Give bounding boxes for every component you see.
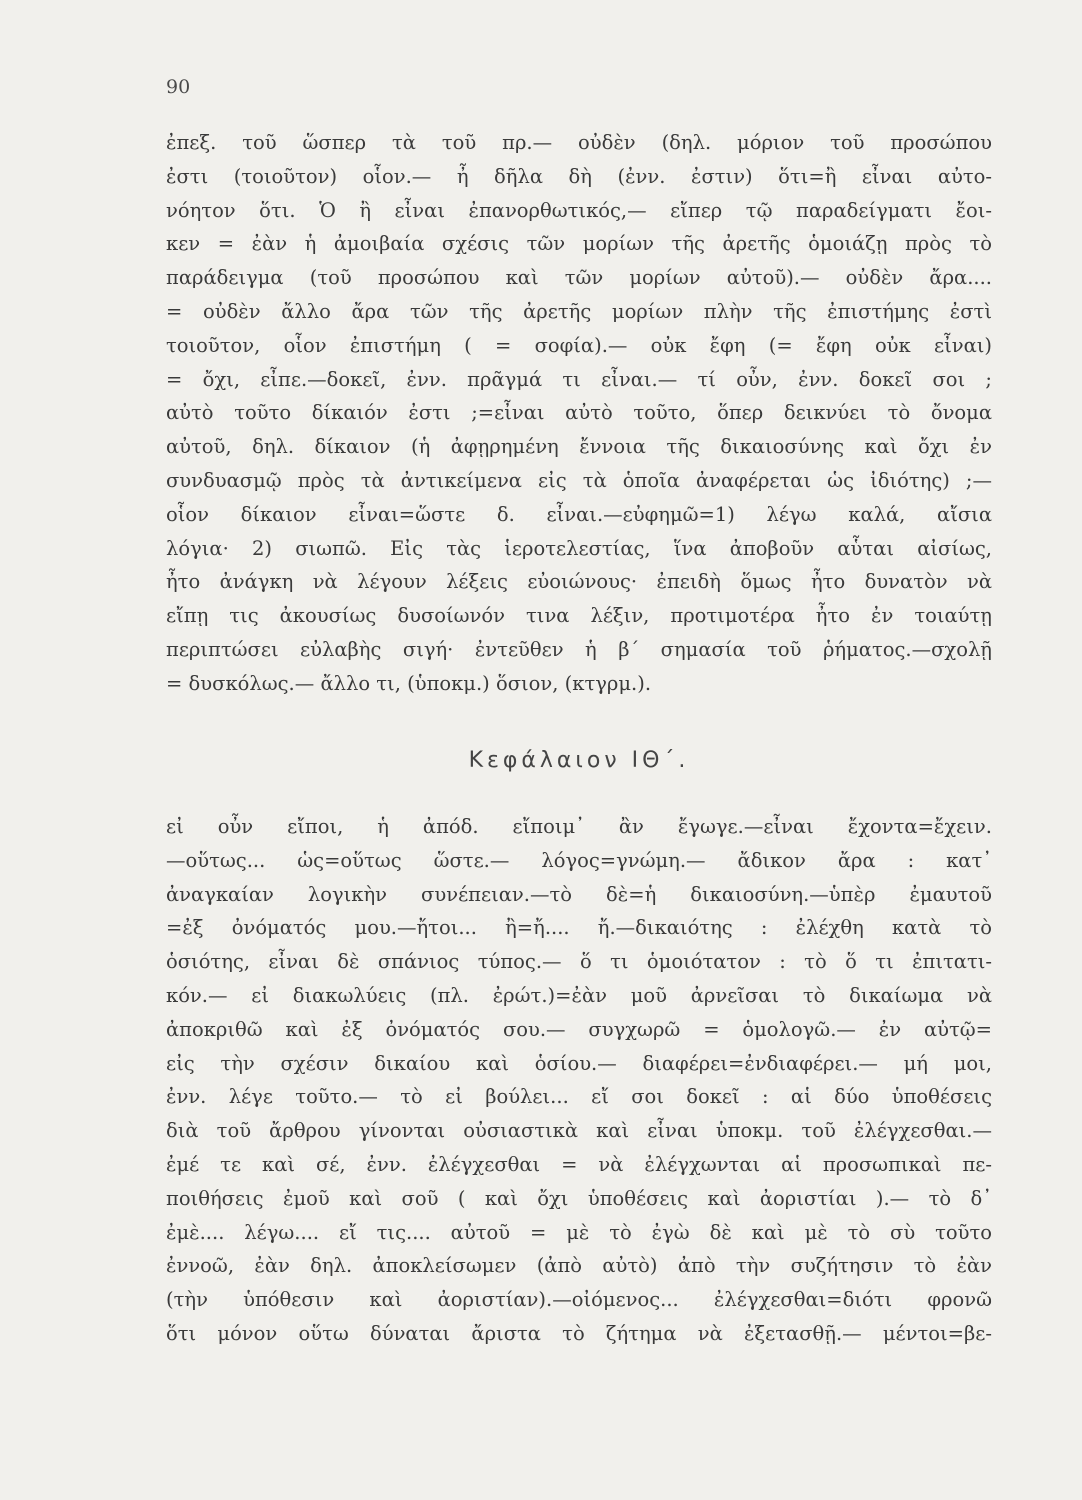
text-line: εἰς τὴν σχέσιν δικαίου καὶ ὁσίου.— διαφέρει=ἐνδιαφέρει.— μή μοι, (166, 1051, 992, 1075)
text-line: (τὴν ὑπόθεσιν καὶ ἀοριστίαν).—οἰόμενος... ἐλέγχεσθαι=διότι φρονῶ (166, 1288, 992, 1312)
page-number: 90 (166, 76, 191, 98)
text-line: αὐτὸ τοῦτο δίκαιόν ἐστι ;=εἶναι αὐτὸ τοῦτο, ὅπερ δεικνύει τὸ ὄνομα (166, 401, 992, 425)
text-line: —οὕτως... ὡς=οὕτως ὥστε.— λόγος=γνώμη.— ἄδικον ἄρα : κατ᾽ (166, 848, 992, 872)
text-line: ἀποκριθῶ καὶ ἐξ ὀνόματός σου.— συγχωρῶ = ὁμολογῶ.— ἐν αὐτῷ= (166, 1017, 992, 1041)
text-line: κεν = ἐὰν ἡ ἀμοιβαία σχέσις τῶν μορίων τῆς ἀρετῆς ὁμοιάζῃ πρὸς τὸ (166, 232, 992, 256)
text-line: εἰ οὖν εἴποι, ἡ ἀπόδ. εἴποιμ᾽ ἂν ἔγωγε.—εἶναι ἔχοντα=ἔχειν. (166, 815, 992, 838)
text-line: οἷον δίκαιον εἶναι=ὥστε δ. εἶναι.—εὐφημῶ=1) λέγω καλά, αἴσια (166, 502, 992, 526)
text-line: τοιοῦτον, οἷον ἐπιστήμη ( = σοφία).— οὐκ ἔφη (= ἔφη οὐκ εἶναι) (166, 333, 992, 357)
text-line: ἐστι (τοιοῦτον) οἷον.— ἦ δῆλα δὴ (ἐνν. ἐστιν) ὅτι=ἢ εἶναι αὐτο- (166, 164, 992, 188)
chapter-title: Κεφάλαιον ΙΘ΄. (468, 748, 690, 773)
text-line: ἐνν. λέγε τοῦτο.— τὸ εἰ βούλει... εἴ σοι δοκεῖ : αἱ δύο ὑποθέσεις (166, 1085, 992, 1109)
text-line: = δυσκόλως.— ἄλλο τι, (ὑποκμ.) ὅσιον, (κτγρμ.). (166, 671, 652, 695)
text-line: περιπτώσει εὐλαβὴς σιγή· ἐντεῦθεν ἡ β΄ σημασία τοῦ ῥήματος.—σχολῇ (166, 637, 992, 661)
text-line: ὅτι μόνον οὕτω δύναται ἄριστα τὸ ζήτημα νὰ ἐξετασθῇ.— μέντοι=βε- (166, 1321, 992, 1345)
text-line: ποιθήσεις ἐμοῦ καὶ σοῦ ( καὶ ὄχι ὑποθέσεις καὶ ἀοριστίαι ).— τὸ δ᾽ (166, 1186, 992, 1210)
text-line: λόγια· 2) σιωπῶ. Εἰς τὰς ἱεροτελεστίας, ἵνα ἀποβοῦν αὗται αἰσίως, (166, 536, 992, 560)
text-line: = ὄχι, εἶπε.—δοκεῖ, ἐνν. πρᾶγμά τι εἶναι.— τί οὖν, ἐνν. δοκεῖ σοι ; (166, 367, 992, 391)
text-line: ὁσιότης, εἶναι δὲ σπάνιος τύπος.— ὅ τι ὁμοιότατον : τὸ ὅ τι ἐπιτατι- (166, 950, 992, 974)
text-line: =ἐξ ὀνόματός μου.—ἤτοι... ἢ=ἤ.... ἤ.—δικαιότης : ἐλέχθη κατὰ τὸ (166, 916, 992, 940)
text-line: ἐπεξ. τοῦ ὥσπερ τὰ τοῦ πρ.— οὐδὲν (δηλ. μόριον τοῦ προσώπου (166, 131, 992, 154)
text-line: νόητον ὅτι. Ὁ ἢ εἶναι ἐπανορθωτικός,— εἴπερ τῷ παραδείγματι ἔοι- (166, 198, 992, 222)
text-line: ἦτο ἀνάγκη νὰ λέγουν λέξεις εὐοιώνους· ἐπειδὴ ὅμως ἦτο δυνατὸν νὰ (166, 570, 992, 594)
text-line: = οὐδὲν ἄλλο ἄρα τῶν τῆς ἀρετῆς μορίων πλὴν τῆς ἐπιστήμης ἐστὶ (166, 299, 992, 323)
text-line: συνδυασμῷ πρὸς τὰ ἀντικείμενα εἰς τὰ ὁποῖα ἀναφέρεται ὡς ἰδιότης) ;— (166, 468, 992, 492)
text-line: ἀναγκαίαν λογικὴν συνέπειαν.—τὸ δὲ=ἡ δικαιοσύνη.—ὑπὲρ ἐμαυτοῦ (166, 882, 992, 906)
commentary-paragraph (166, 810, 992, 1351)
text-line: ἐμέ τε καὶ σέ, ἐνν. ἐλέγχεσθαι = νὰ ἐλέγχωνται αἱ προσωπικαὶ πε- (166, 1152, 992, 1176)
text-line: ἐμὲ.... λέγω.... εἴ τις.... αὐτοῦ = μὲ τὸ ἐγὼ δὲ καὶ μὲ τὸ σὺ τοῦτο (166, 1220, 992, 1244)
text-line: παράδειγμα (τοῦ προσώπου καὶ τῶν μορίων αὐτοῦ).— οὐδὲν ἄρα.... (166, 266, 992, 290)
text-line: ἐννοῶ, ἐὰν δηλ. ἀποκλείσωμεν (ἀπὸ αὐτὸ) ἀπὸ τὴν συζήτησιν τὸ ἐὰν (166, 1254, 992, 1278)
text-line: εἴπῃ τις ἀκουσίως δυσοίωνόν τινα λέξιν, προτιμοτέρα ἦτο ἐν τοιαύτῃ (166, 604, 992, 628)
text-line: αὐτοῦ, δηλ. δίκαιον (ἡ ἀφῃρημένη ἔννοια τῆς δικαιοσύνης καὶ ὄχι ἐν (166, 435, 992, 459)
commentary-paragraph (166, 126, 992, 701)
text-line: διὰ τοῦ ἄρθρου γίνονται οὐσιαστικὰ καὶ εἶναι ὑποκμ. τοῦ ἐλέγχεσθαι.— (166, 1119, 992, 1143)
text-line: κόν.— εἰ διακωλύεις (πλ. ἐρώτ.)=ἐὰν μοῦ ἀρνεῖσαι τὸ δικαίωμα νὰ (166, 983, 992, 1007)
